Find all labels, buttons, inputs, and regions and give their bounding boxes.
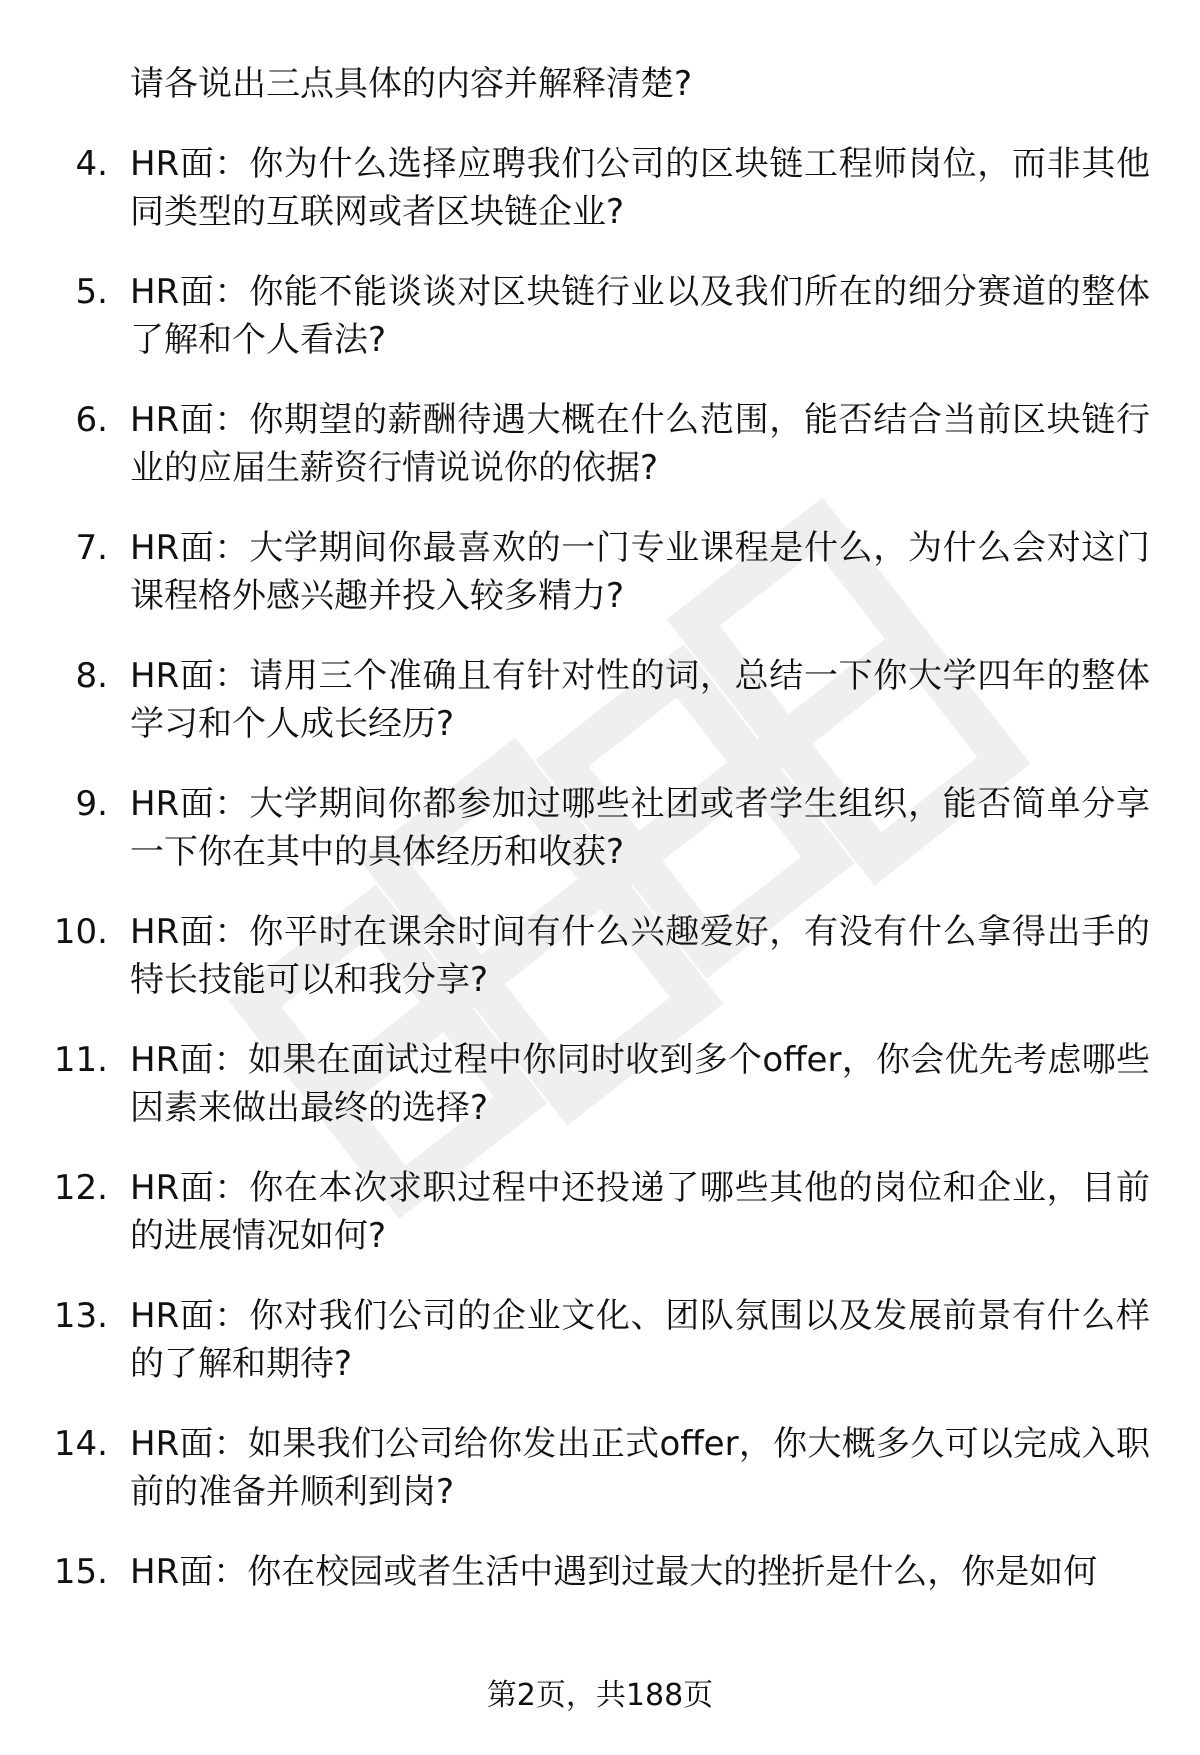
question-text: HR面：你对我们公司的企业文化、团队氛围以及发展前景有什么样的了解和期待? bbox=[130, 1296, 1150, 1384]
list-item bbox=[0, 524, 1200, 652]
list-item bbox=[0, 1164, 1200, 1292]
page-number-footer: 第2页，共188页 bbox=[486, 1678, 714, 1713]
list-item bbox=[0, 652, 1200, 780]
question-number: 15. bbox=[53, 1552, 108, 1592]
question-text: HR面：大学期间你都参加过哪些社团或者学生组织，能否简单分享一下你在其中的具体经历和收获? bbox=[130, 784, 1150, 872]
question-number: 5. bbox=[75, 272, 108, 312]
question-number: 7. bbox=[75, 528, 108, 568]
list-item bbox=[0, 396, 1200, 524]
question-number: 10. bbox=[53, 912, 108, 952]
question-text: HR面：请用三个准确且有针对性的词，总结一下你大学四年的整体学习和个人成长经历? bbox=[130, 656, 1150, 744]
question-number: 4. bbox=[75, 144, 108, 184]
question-text: HR面：你在校园或者生活中遇到过最大的挫折是什么，你是如何 bbox=[130, 1552, 1098, 1592]
question-text: HR面：你为什么选择应聘我们公司的区块链工程师岗位，而非其他同类型的互联网或者区块链企业? bbox=[130, 144, 1150, 232]
question-text: HR面：如果我们公司给你发出正式offer，你大概多久可以完成入职前的准备并顺利到岗? bbox=[130, 1424, 1150, 1512]
question-number: 8. bbox=[75, 656, 108, 696]
continued-question-text: 请各说出三点具体的内容并解释清楚? bbox=[130, 64, 693, 104]
list-item bbox=[0, 1420, 1200, 1548]
question-text: HR面：你期望的薪酬待遇大概在什么范围，能否结合当前区块链行业的应届生薪资行情说说你的依据? bbox=[130, 400, 1150, 488]
question-number: 13. bbox=[53, 1296, 108, 1336]
list-item bbox=[0, 908, 1200, 1036]
list-item bbox=[0, 1548, 1200, 1676]
question-number: 9. bbox=[75, 784, 108, 824]
question-text: HR面：如果在面试过程中你同时收到多个offer，你会优先考虑哪些因素来做出最终的选择? bbox=[130, 1040, 1150, 1128]
list-item bbox=[0, 268, 1200, 396]
question-number: 14. bbox=[53, 1424, 108, 1464]
question-number: 6. bbox=[75, 400, 108, 440]
question-number: 12. bbox=[53, 1168, 108, 1208]
list-item bbox=[0, 1036, 1200, 1164]
question-list bbox=[0, 140, 1200, 1676]
question-number: 11. bbox=[53, 1040, 108, 1080]
list-item bbox=[0, 780, 1200, 908]
list-item bbox=[0, 140, 1200, 268]
question-text: HR面：你平时在课余时间有什么兴趣爱好，有没有什么拿得出手的特长技能可以和我分享? bbox=[130, 912, 1150, 1000]
question-text: HR面：大学期间你最喜欢的一门专业课程是什么，为什么会对这门课程格外感兴趣并投入较多精力? bbox=[130, 528, 1150, 616]
question-text: HR面：你能不能谈谈对区块链行业以及我们所在的细分赛道的整体了解和个人看法? bbox=[130, 272, 1150, 360]
list-item bbox=[0, 1292, 1200, 1420]
question-text: HR面：你在本次求职过程中还投递了哪些其他的岗位和企业，目前的进展情况如何? bbox=[130, 1168, 1150, 1256]
